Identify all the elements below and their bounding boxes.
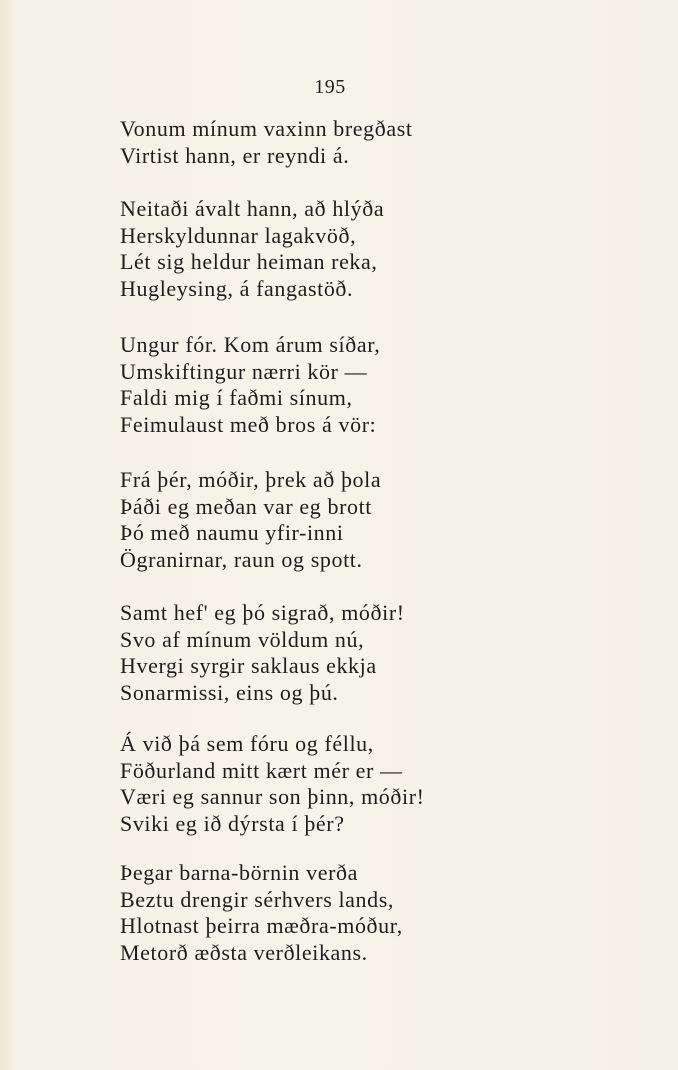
verse-line: Lét sig heldur heiman reka, — [120, 249, 378, 275]
verse-line: Faldi mig í faðmi sínum, — [120, 385, 353, 411]
verse-line: Herskyldunnar lagakvöð, — [120, 222, 357, 248]
stanza-5 — [120, 600, 640, 706]
stanza-7 — [120, 860, 640, 966]
verse-line: Samt hef' eg þó sigrað, móðir! — [120, 600, 405, 625]
verse-line: Svo af mínum völdum nú, — [120, 626, 365, 652]
verse-line: Þó með naumu yfir-inni — [120, 520, 344, 546]
verse-line: Hugleysing, á fangastöð. — [120, 275, 354, 301]
verse-line: Metorð æðsta verðleikans. — [120, 939, 368, 965]
verse-line: Umskiftingur nærri kör — — [120, 358, 368, 384]
verse-line: Neitaði ávalt hann, að hlýða — [120, 196, 385, 221]
verse-line: Sonarmissi, eins og þú. — [120, 679, 339, 705]
verse-line: Ungur fór. Kom árum síðar, — [120, 332, 381, 357]
stanza-1 — [120, 116, 640, 169]
page-number: 195 — [314, 76, 346, 98]
verse-line: Sviki eg ið dýrsta í þér? — [120, 810, 345, 836]
verse-line: Hlotnast þeirra mæðra-móður, — [120, 913, 403, 939]
stanza-6 — [120, 731, 640, 837]
stanza-3 — [120, 332, 640, 438]
verse-line: Feimulaust með bros á vör: — [120, 411, 377, 437]
verse-line: Þáði eg meðan var eg brott — [120, 493, 373, 519]
stanza-2 — [120, 196, 640, 302]
stanza-4 — [120, 467, 640, 573]
verse-line: Virtist hann, er reyndi á. — [120, 142, 350, 168]
verse-line: Hvergi syrgir saklaus ekkja — [120, 653, 377, 679]
verse-line: Föðurland mitt kært mér er — — [120, 757, 403, 783]
verse-line: Þegar barna-börnin verða — [120, 860, 358, 885]
verse-line: Beztu drengir sérhvers lands, — [120, 886, 394, 912]
verse-line: Væri eg sannur son þinn, móðir! — [120, 784, 425, 810]
verse-line: Frá þér, móðir, þrek að þola — [120, 467, 382, 492]
verse-line: Ögranirnar, raun og spott. — [120, 546, 363, 572]
verse-line: Vonum mínum vaxinn bregðast — [120, 116, 413, 141]
verse-line: Á við þá sem fóru og féllu, — [120, 731, 374, 756]
